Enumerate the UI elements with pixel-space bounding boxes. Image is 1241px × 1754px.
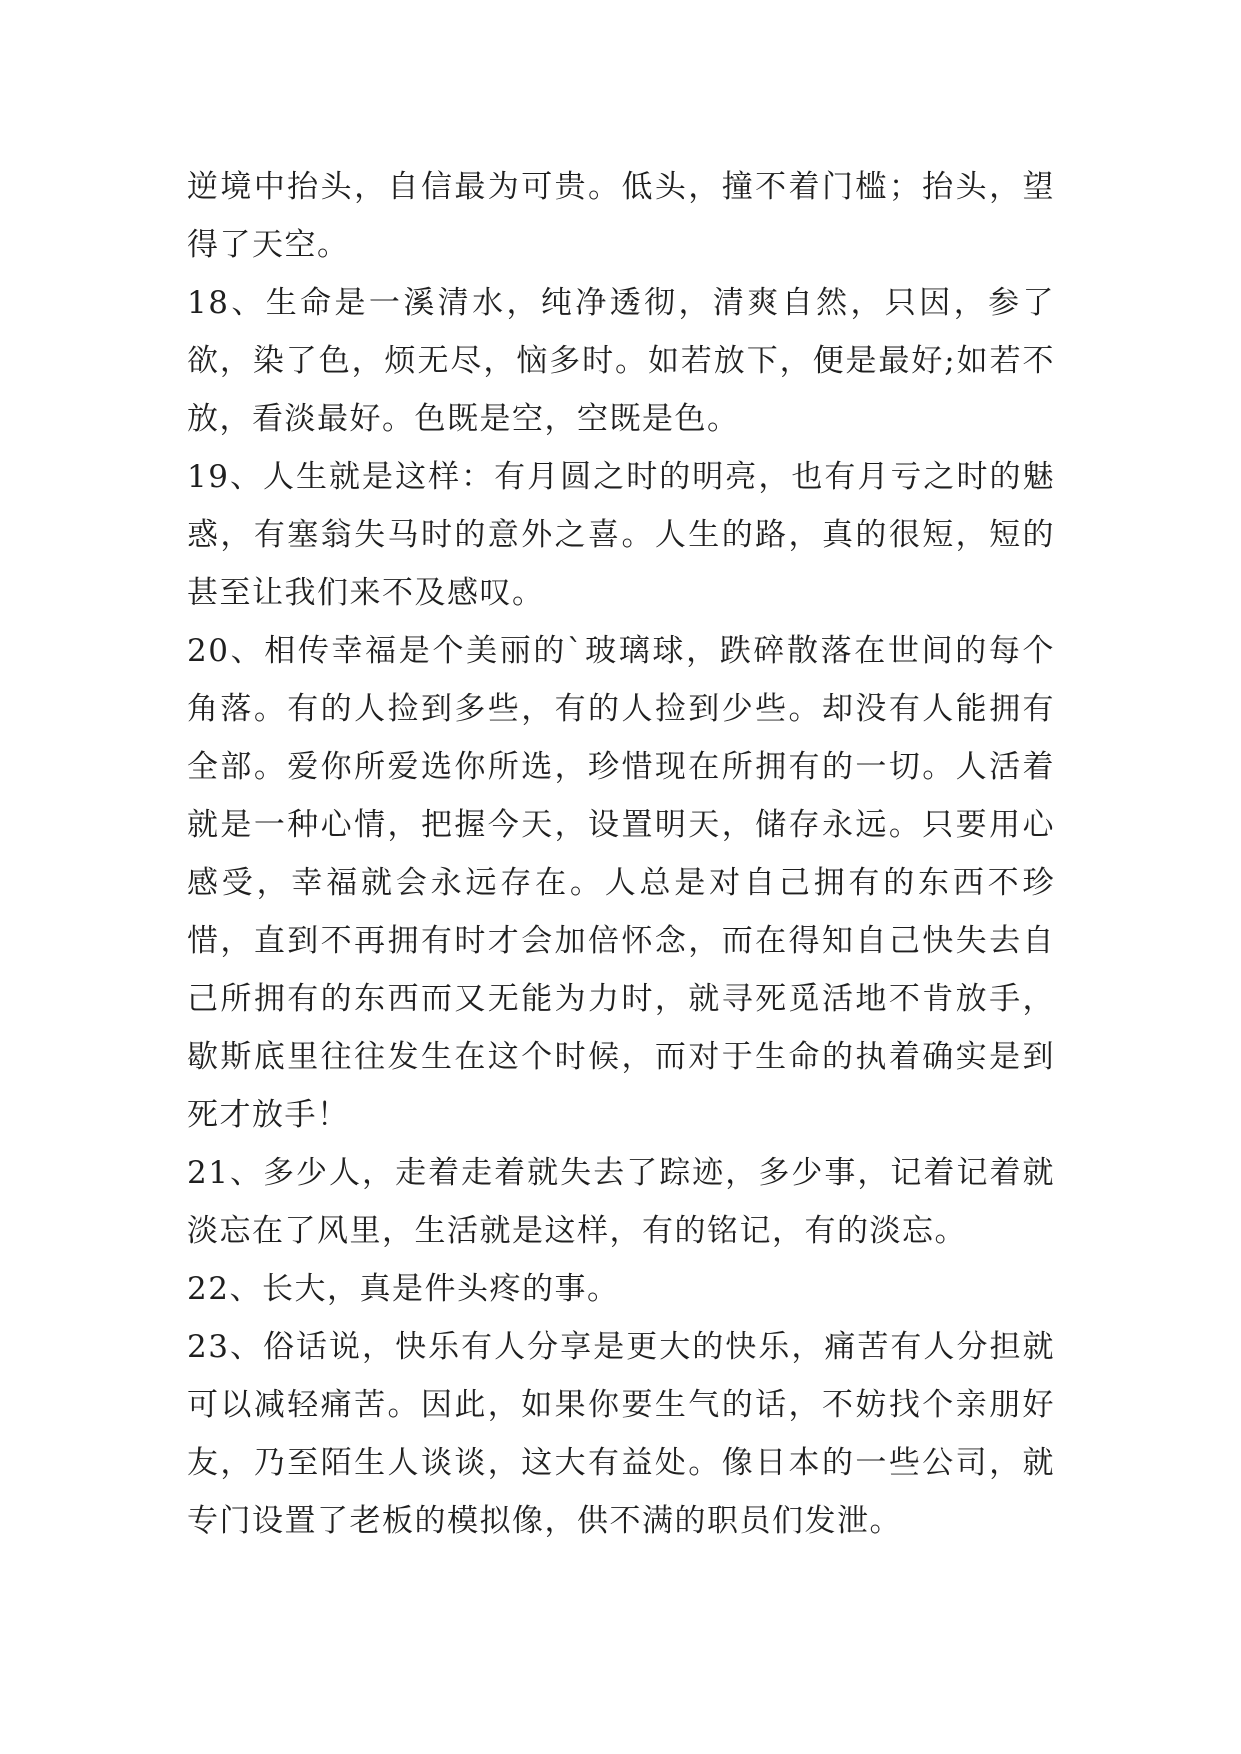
paragraph-22: 22、长大，真是件头疼的事。: [187, 1271, 620, 1307]
paragraph-intro: 逆境中抬头，自信最为可贵。低头，撞不着门槛；抬头，望得了天空。: [187, 169, 1055, 263]
paragraph-20: 20、相传幸福是个美丽的`玻璃球，跌碎散落在世间的每个角落。有的人捡到多些，有的人捡到少些。却没有人能拥有全部。爱你所爱选你所选，珍惜现在所拥有的一切。人活着就是一种心情，把握今天，设置明天，储存永远。只要用心感受，幸福就会永远存在。人总是对自己拥有的东西不珍惜，直到不再拥有时才会加倍怀念，而在得知自己快失去自己所拥有的东西而又无能为力时，就寻死觅活地不肯放手，歇斯底里往往发生在这个时候，而对于生命的执着确实是到死才放手！: [187, 633, 1055, 1133]
paragraph-21: 21、多少人，走着走着就失去了踪迹，多少事，记着记着就淡忘在了风里，生活就是这样，有的铭记，有的淡忘。: [187, 1155, 1055, 1249]
document-body: [187, 158, 1055, 1550]
paragraph-18: 18、生命是一溪清水，纯净透彻，清爽自然，只因，参了欲，染了色，烦无尽，恼多时。如若放下，便是最好;如若不放，看淡最好。色既是空，空既是色。: [187, 285, 1055, 437]
paragraph-23: 23、俗话说，快乐有人分享是更大的快乐，痛苦有人分担就可以减轻痛苦。因此，如果你要生气的话，不妨找个亲朋好友，乃至陌生人谈谈，这大有益处。像日本的一些公司，就专门设置了老板的模拟像，供不满的职员们发泄。: [187, 1329, 1055, 1539]
paragraph-19: 19、人生就是这样：有月圆之时的明亮，也有月亏之时的魅惑，有塞翁失马时的意外之喜。人生的路，真的很短，短的甚至让我们来不及感叹。: [187, 459, 1055, 611]
